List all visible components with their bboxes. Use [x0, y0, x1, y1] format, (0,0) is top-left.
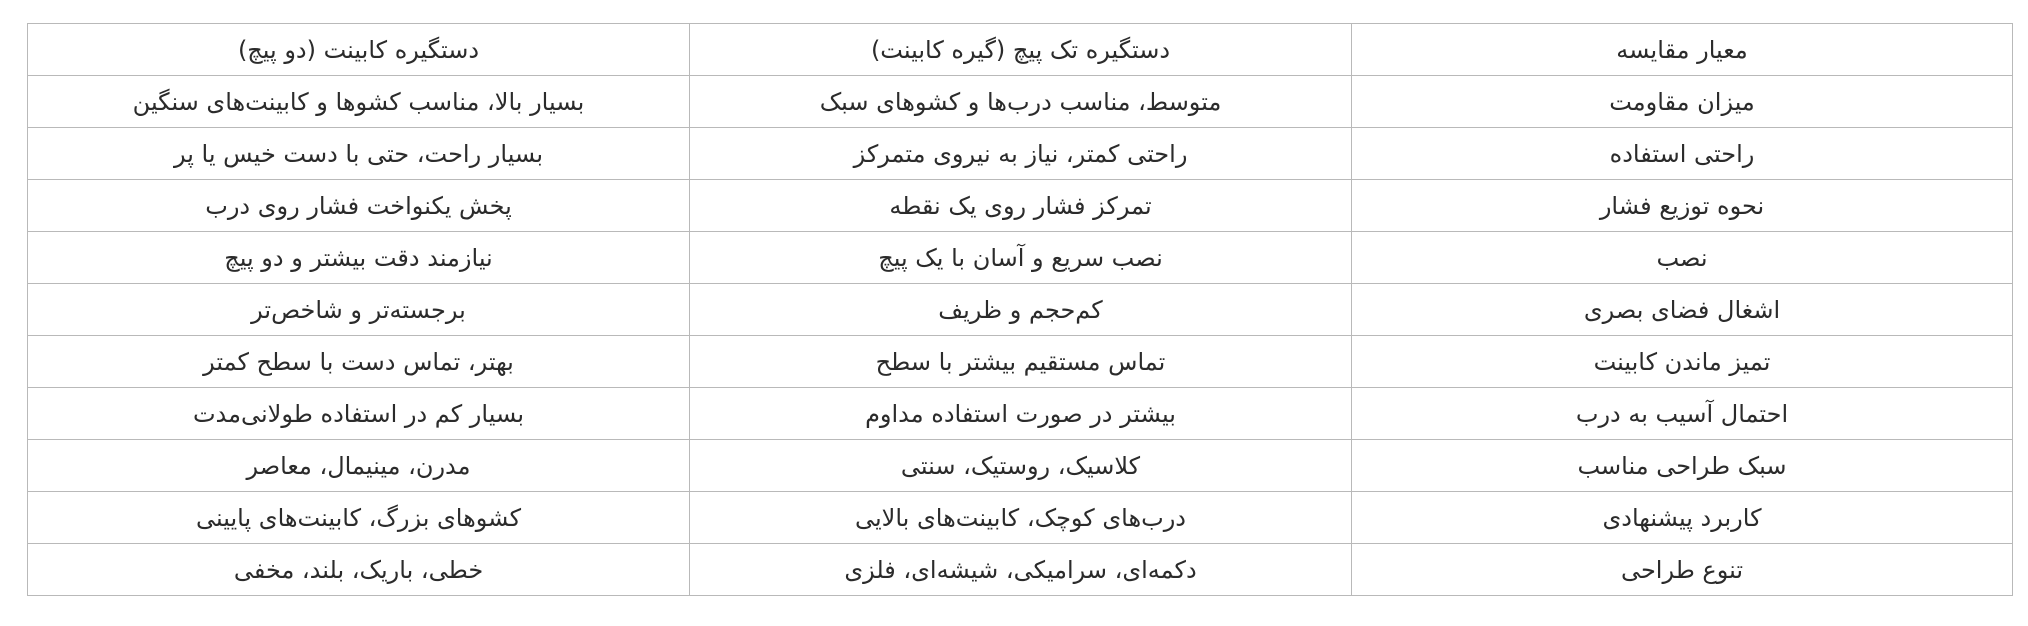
cell-two-screw: بسیار بالا، مناسب کشوها و کابینت‌های سنگین: [28, 76, 690, 128]
table-row: [28, 284, 2013, 336]
cell-single-screw: تمرکز فشار روی یک نقطه: [690, 180, 1352, 232]
cell-two-screw: کشوهای بزرگ، کابینت‌های پایینی: [28, 492, 690, 544]
cell-criterion: سبک طراحی مناسب: [1352, 440, 2013, 492]
cell-two-screw: نیازمند دقت بیشتر و دو پیچ: [28, 232, 690, 284]
cell-criterion: نحوه توزیع فشار: [1352, 180, 2013, 232]
header-criterion: معیار مقایسه: [1352, 24, 2013, 76]
cell-single-screw: نصب سریع و آسان با یک پیچ: [690, 232, 1352, 284]
cell-single-screw: درب‌های کوچک، کابینت‌های بالایی: [690, 492, 1352, 544]
table-row: [28, 544, 2013, 596]
table-row: [28, 128, 2013, 180]
cell-criterion: راحتی استفاده: [1352, 128, 2013, 180]
cell-single-screw: تماس مستقیم بیشتر با سطح: [690, 336, 1352, 388]
table-row: [28, 492, 2013, 544]
cell-criterion: تمیز ماندن کابینت: [1352, 336, 2013, 388]
header-two-screw-handle: دستگیره کابینت (دو پیچ): [28, 24, 690, 76]
table-row: [28, 180, 2013, 232]
cell-criterion: میزان مقاومت: [1352, 76, 2013, 128]
cell-two-screw: بسیار راحت، حتی با دست خیس یا پر: [28, 128, 690, 180]
cell-two-screw: بهتر، تماس دست با سطح کمتر: [28, 336, 690, 388]
cell-single-screw: دکمه‌ای، سرامیکی، شیشه‌ای، فلزی: [690, 544, 1352, 596]
cell-criterion: نصب: [1352, 232, 2013, 284]
cell-single-screw: کلاسیک، روستیک، سنتی: [690, 440, 1352, 492]
comparison-table: [27, 23, 2013, 596]
cell-two-screw: برجسته‌تر و شاخص‌تر: [28, 284, 690, 336]
table-row: [28, 232, 2013, 284]
header-row: [28, 24, 2013, 76]
cell-two-screw: خطی، باریک، بلند، مخفی: [28, 544, 690, 596]
cell-criterion: احتمال آسیب به درب: [1352, 388, 2013, 440]
header-single-screw-handle: دستگیره تک پیچ (گیره کابینت): [690, 24, 1352, 76]
cell-single-screw: راحتی کمتر، نیاز به نیروی متمرکز: [690, 128, 1352, 180]
table-row: [28, 76, 2013, 128]
cell-single-screw: کم‌حجم و ظریف: [690, 284, 1352, 336]
cell-two-screw: پخش یکنواخت فشار روی درب: [28, 180, 690, 232]
cell-two-screw: بسیار کم در استفاده طولانی‌مدت: [28, 388, 690, 440]
cell-single-screw: متوسط، مناسب درب‌ها و کشوهای سبک: [690, 76, 1352, 128]
cell-two-screw: مدرن، مینیمال، معاصر: [28, 440, 690, 492]
table-row: [28, 336, 2013, 388]
table-body: [28, 76, 2013, 596]
cell-criterion: اشغال فضای بصری: [1352, 284, 2013, 336]
cell-criterion: تنوع طراحی: [1352, 544, 2013, 596]
table-header: [28, 24, 2013, 76]
table-row: [28, 440, 2013, 492]
cell-criterion: کاربرد پیشنهادی: [1352, 492, 2013, 544]
table-row: [28, 388, 2013, 440]
cell-single-screw: بیشتر در صورت استفاده مداوم: [690, 388, 1352, 440]
